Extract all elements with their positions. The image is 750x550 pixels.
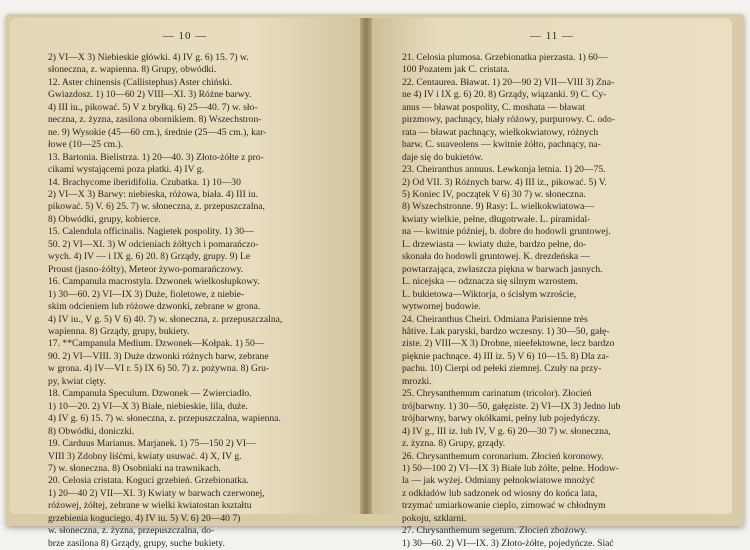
text-line: 4) IV iu., V g. 5) V 6) 40. 7) w. słoneczna, z. przepuszczalna, [48,313,283,325]
text-line: skonała do hodowli gruntowej. K. drezdeńska — [402,251,591,263]
text-line: 1) 50—100 2) VI—IX 3) Białe lub żółte, pełne. Hodow- [402,462,619,474]
text-line: barw. C. suaveolens — kwitnie żółto, pachnący, na- [402,139,601,151]
text-line: trzymać umiarkowanie cieplo, zimować w chłodnym [402,500,606,512]
text-line: 8) Obwódki, grupy, kobierce. [48,213,161,225]
text-line: pięknie pachnące. 4) III iz. 5) V 6) 10—15. 8) Dla za- [402,350,609,362]
text-line: 15. Calendula officinalis. Nagietek pospolity. 1) 30— [48,226,254,238]
page-number: — 11 — [529,30,575,42]
text-line: ne. 9) Wysokie (45—60 cm.), średnie (25—45 cm.), kar- [48,126,267,138]
text-line: z odkładów lub sadzonek od wiosny do końca lata, [402,487,598,499]
text-line: pokoju, szklarni. [402,512,467,524]
text-line: 8) Obwódki, doniczki. [48,425,135,437]
text-line: 22. Centaurea. Bławat. 1) 20—90 2) VII—VIII 3) Zna- [402,76,615,88]
page-number: — 10 — [162,30,208,42]
text-line: na — kwitnie później, b. dobre do hodowli gruntowej. [402,226,611,238]
left-page [10,18,360,549]
text-line: cikami wystającemi poza płatki. 4) IV g. [48,164,204,176]
text-line: wapienna. 8) Grządy, grupy, bukiety. [48,325,190,337]
text-line: ziste. 2) VIII—X 3) Drobne, nieefektowne, lecz bardzo [402,338,615,350]
text-line: słoneczna, z. wapienna. 8) Grupy, obwódki. [48,64,217,76]
text-line: pikować. 5) V. 6) 25. 7) w. słoneczna, z. przepuszczalna, [48,201,265,213]
right-page [372,18,732,549]
text-line: 27. Chrysanthemum segetum. Złocień zbożowy. [402,525,588,537]
text-line: 25. Chrysanthemum carinatum (tricolor). Złocień [402,388,592,400]
text-line: anus — bławat pospolity, C. moshata — bławat [402,101,585,113]
text-line: 100 Pozatem jak C. cristata. [402,64,510,76]
text-line: mrozki. [402,375,432,387]
text-line: 4) III iu., pikować. 5) V z bryłką. 6) 25—40. 7) w. sło- [48,101,258,113]
text-line: brze zasilona 8) Grządy, grupy, suche bukiety. [48,537,225,549]
text-line: 2) VI—X 3) Barwy: niebieska, różowa, biała. 4) III iu. [48,188,259,200]
text-line: L. drzewiasta — kwiaty duże, bardzo pełne, do- [402,238,587,250]
text-line: la — jak wyżej. Odmiany pełnokwiatowe mnożyć [402,475,595,487]
text-line: 21. Celosia plumosa. Grzebionatka pierzasta. 1) 60— [402,52,608,63]
text-line: pachu. 10) Cierpi od pełeki ziemnej. Czuły na przy- [402,363,602,375]
text-line: w grona. 4) IV—VI r. 5) IX 6) 50. 7) z. pożywna. 8) Gru- [48,363,270,375]
text-line: 1) 20—40 2) VII—XI. 3) Kwiaty w barwach czerwonej, [48,487,265,499]
text-line: Proust (jasno-żółty), Meteor żywo-pomarańczowy. [48,263,244,275]
text-line: trójbarwny, barwy okółkami, pełny lub pojedyńczy. [402,413,601,425]
text-line: 20. Celosia cristata. Koguci grzebień. Grzebionatka. [48,475,249,487]
text-line: py, kwiat cięty. [48,375,106,387]
text-line: 8) Wszechstronne. 9) Rasy: L. wielkokwiatowa— [402,201,594,213]
text-line: 2) VI—X 3) Niebieskie główki. 4) IV g. 6) 15. 7) w. [48,52,249,63]
text-line: L. bukietowa—Wiktorja, o ścisłym wzroście, [402,288,577,300]
text-line: rata — bławat pachnący, wielkokwiatowy, różnych [402,126,599,138]
text-line: 4) IV g. 6) 15. 7) w. słoneczna, z. przepuszczalna, wapienna. [48,413,281,425]
text-line: 4) IV g., III iz. lub IV, V g. 6) 20—30 7) w. słoneczna, [402,425,611,437]
text-line: L. nicejska — odznacza się silnym wzrostem. [402,276,578,288]
text-line: daje się do bukietów. [402,151,483,163]
text-line: 90. 2) VI—VIII. 3) Duże dzwonki różnych barw, zebrane [48,350,269,362]
text-line: Gwiazdosz. 1) 10—60 2) VIII—XI. 3) Różne barwy. [48,89,252,101]
text-line: 1) 30—60. 2) VI—IX. 3) Złoto-żółte, pojedyńcze. Siać [402,537,614,549]
text-line: z. żyzna. 8) Grupy, grządy. [402,438,506,450]
text-line: 18. Campanula Speculum. Dzwonek — Zwierciadło. [48,388,252,400]
text-line: łowe (10—25 cm.). [48,139,124,151]
text-line: 5) Koniec IV, początek V 6) 30 7) w. słoneczna. [402,188,586,200]
text-line: 17. **Campanula Medium. Dzwonek—Kołpak. 1) 50— [48,338,265,350]
text-line: kwiaty wielkie, pełne, długotrwałe. L. piramidal- [402,213,591,225]
text-line: 7) w. słoneczna. 8) Osobniaki na trawnikach. [48,462,221,474]
page-text [402,52,620,550]
text-line: skim odcieniem lub różowe dzwonki, zebrane w grona. [48,301,261,313]
text-line: pirzmowy, pachnący, biały różowy, purpurowy. C. odo- [402,114,616,126]
text-line: neczna, z. żyzna, zasilona obornikiem. 8) Wszechstron- [48,114,262,126]
text-line: wytwornej budowie. [402,301,481,313]
text-line: 13. Bartonia. Bielistrza. 1) 20—40. 3) Złoto-żółte z pro- [48,151,264,163]
text-line: 26. Chrysanthemum coronarium. Złocień koronowy. [402,450,604,462]
text-line: VIII 3) Zdobny liśćmi, kwiaty usuwać. 4) X, IV g. [48,450,242,462]
text-line: 1) 10—20. 2) VI—X 3) Białe, niebieskie, lila, duże. [48,400,248,412]
text-line: 19. Carduus Marianus. Marjanek. 1) 75—150 2) VI— [48,438,256,450]
text-line: 16. Campanula macrostyla. Dzwonek wielkosłupkowy. [48,276,260,288]
text-line: 50. 2) VI—XI. 3) W odcieniach żółtych i pomarańczo- [48,238,259,250]
text-line: wych. 4) IV — i IX g. 6) 20. 8) Grządy, grupy. 9) Le [48,251,251,263]
text-line: 23. Cheiranthus annuus. Lewkonja letnia. 1) 20—75. [402,164,606,176]
text-line: 12. Aster chinensis (Callistephus) Aster chiński. [48,76,233,88]
book-spine [360,18,372,514]
page-text [48,52,282,550]
text-line: powtarzająca, zwłaszcza piękna w barwach jasnych. [402,263,603,275]
text-line: grzebienia koguciego. 4) IV iu. 5) V. 6) 20—40 7) [48,512,241,524]
text-line: ne 4) IV i IX g. 6) 20. 8) Grządy, wiązanki. 9) C. Cy- [402,89,607,101]
text-line: w. słoneczna, z. żyzna, przepuszczalna, do- [48,525,215,537]
text-line: 14. Brachycome iberidifolia. Czubatka. 1) 10—30 [48,176,241,188]
text-line: 1) 30—60. 2) VI—IX 3) Duże, fioletowe, z niebie- [48,288,245,300]
text-line: trójbarwny. 1) 30—50, gałęziste. 2) VI—IX 3) Jedno lub [402,400,621,412]
text-line: 2) Od VII. 3) Różnych barw. 4) III iz., pikować. 5) V. [402,176,607,188]
text-line: hâtive. Lak paryski, bardzo wczesny. 1) 30—50, gałę- [402,325,610,337]
text-line: 24. Cheiranthus Cheiri. Odmiana Parisienne très [402,313,588,325]
text-line: różowej, żółtej, zebrane w wielki kwiatostan kształtu [48,500,252,512]
